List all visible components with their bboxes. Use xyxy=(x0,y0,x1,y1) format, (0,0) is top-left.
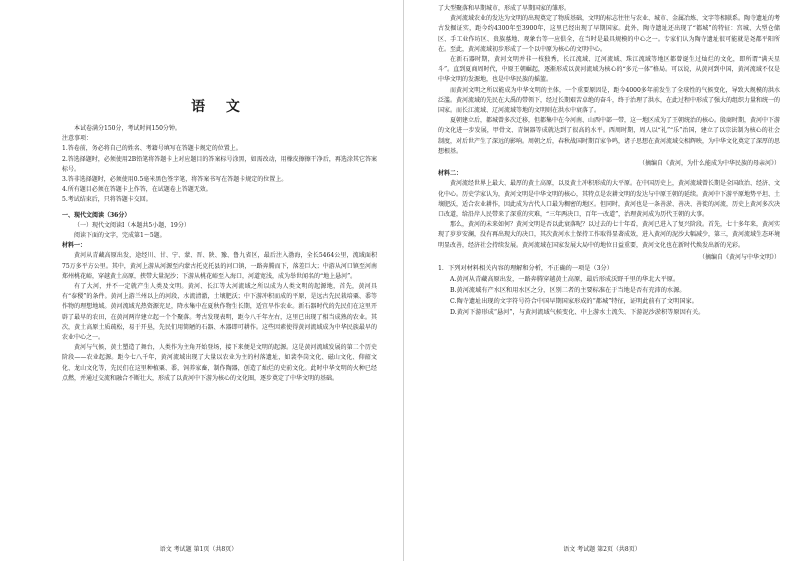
source-citation: （摘编自《黄河与中华文明》） xyxy=(698,253,780,261)
intro-line: 本试卷满分150分，考试时间150分钟。 xyxy=(74,125,181,132)
body-paragraph: 黄河与气候，黄土塑造了舞台，人类作为主角开始登场，接下来便是文明的起源。这是黄河流域发展的第二个历史阶段——农业起源。距今七八千年，黄河流域出现了大量以农业为主的村落遗址，如裴李岗文化、磁山文化、仰韶文化、龙山文化等，先民们在这里种植粟、黍，饲养家畜，制作陶器，创造了灿烂的史前文化。此时中华文明的火种已经点燃，并通过交流和融合不断壮大，形成了以黄河中下游为核心的文化圈，逐步奠定了中华文明的基础。 xyxy=(62,344,377,382)
intro-line: 5.考试结束后，只将答题卡交回。 xyxy=(62,196,152,204)
question-option-b: B.黄河流域有产水区和用水区之分，区别二者的主要标准在于当地是否有充沛的水源。 xyxy=(450,287,686,295)
body-paragraph: 黄河从青藏高原出发，途经川、甘、宁、蒙、晋、陕、豫、鲁九省区，最后注入渤海，全长5464公里，流域面积75万多平方公里。其中，黄河上游从河源至内蒙古托克托县的河口镇，一路奔腾而下，落差巨大；中游从河口镇至河南郑州桃花峪，穿越黄土高原，挟带大量泥沙；下游从桃花峪至入海口，河道宽浅，成为举世闻名的“地上悬河”。 xyxy=(62,252,377,280)
material-label: 材料二： xyxy=(438,170,463,178)
page-right xyxy=(410,0,794,561)
instruction-text: 阅读下面的文字，完成第1～5题。 xyxy=(74,232,166,240)
page-footer: 语文 考试题 第1页（共8页） xyxy=(159,546,238,553)
section-heading: 一、现代文阅读（36分） xyxy=(62,211,131,219)
intro-line: 4.所有题目必须在答题卡上作答，在试题卷上答题无效。 xyxy=(62,186,212,194)
page-title: 语 文 xyxy=(191,99,248,115)
body-paragraph: 了大型聚落和早期城市，形成了早期国家的雏形。 xyxy=(438,5,571,12)
material-label: 材料一： xyxy=(62,242,87,250)
body-paragraph: 夏朝建立后，都城曾多次迁移，但都集中在今河南、山西中部一带，这一地区成为了王朝统治的核心。殷商时期，黄河中下游的文化进一步发展，甲骨文、青铜器等成就达到了很高的水平。西周时期，周人以“礼”“乐”治国，建立了以宗法制为核心的社会制度，对后世产生了深远的影响。周朝之后，春秋战国时期百家争鸣，诸子思想在黄河流域交相辉映，为中华文化奠定了深厚的思想根基。 xyxy=(438,117,781,155)
body-paragraph: 有了大河，并不一定就产生人类及文明。黄河、长江等大河流域之所以成为人类文明的起源地，首先，黄河具有“泰稷”的条件。黄河上游兰州以上的河段，水流清澈，土壤肥沃；中下游冲积而成的平原，是远古先民栽培粟、黍等作物的理想地域。黄河流域光热资源充足，降水集中在夏秋作物生长期，适宜旱作农业。新石器时代的先民们在这里开辟了最早的农田，在黄河两岸建立起一个个聚落。考古发现表明，距今八千年左右，这里已出现了相当成熟的农业。其次，黄土高原土质疏松，易于开垦，先民们用简陋的石器、木器即可耕作。这些因素使得黄河流域成为中华民族最早的农业中心之一。 xyxy=(62,283,377,342)
intro-line: 注意事项： xyxy=(62,135,93,143)
question-option-a: A.黄河从青藏高原出发，一路奔腾穿越黄土高原，最后形成沃野千里的华北大平原。 xyxy=(450,276,680,284)
body-paragraph: 而黄河文明之所以能成为中华文明的主体，一个重要原因是，距今4000多年前发生了全球性的气候变化，导致大规模的洪水泛滥。黄河流域的先民在大禹的带领下，经过长期艰苦卓绝的奋斗，终于治理了洪水，在此过程中形成了强大的组织力量和统一的国家。而长江流域、辽河流域等地的文明则在洪水中衰落了。 xyxy=(438,86,781,115)
body-paragraph: 黄河流经世界上最大、最厚的黄土高原，以及黄土冲积形成的大平原。在中国历史上，黄河流域曾长期是全国政治、经济、文化中心。历史学家认为，黄河文明是中华文明的核心，其特点是农耕文明的发达与中原王朝的延续。黄河中下游平原地势平坦、土壤肥沃，适合农业耕作，因此成为古代人口最为稠密的地区。但同时，黄河也是一条善淤、善决、善徙的河流，历史上黄河多次决口改道，给沿岸人民带来了深重的灾难，“三年两决口，百年一改道”，治理黄河成为历代王朝的大事。 xyxy=(438,180,781,219)
question-option-d: D.黄河下游形成“悬河”，与黄河流域气候变化、中上游水土流失、下游泥沙淤积等原因有关。 xyxy=(450,309,705,317)
source-citation: （摘编自《黄河，为什么能成为中华民族的母亲河》） xyxy=(638,160,780,168)
intro-line: 2.答选择题时，必须使用2B铅笔将答题卡上对应题目的答案标号涂黑，如需改动，用橡皮擦擦干净后，再选涂其它答案标号。 xyxy=(62,155,377,173)
body-paragraph: 那么，黄河的未来如何？黄河文明是否以此衰落呢？以过去的七十年看，黄河已进入了复兴阶段。首先，七十多年来，黄河实现了岁岁安澜，没有再出现大的决口，其次黄河水土保持工作取得显著成效，进入黄河的泥沙大幅减少，第三，黄河流域生态环境明显改善，经济社会持续发展。黄河流域在国家发展大局中的地位日益重要，黄河文化也在新时代焕发出新的光彩。 xyxy=(438,221,781,249)
subsection-heading: （一）现代文阅读Ⅰ（本题共5小题，19分） xyxy=(74,221,190,229)
question-stem: 1．下列对材料相关内容的理解和分析，不正确的一项是（3分） xyxy=(438,265,613,273)
page-footer: 语文 考试题 第2页（共8页） xyxy=(563,546,641,553)
intro-line: 3.答非选择题时，必须使用0.5毫米黑色签字笔，将答案书写在答题卡规定的位置上。 xyxy=(62,176,288,184)
body-paragraph: 在新石器时期，黄河文明并非一枝独秀，长江流域、辽河流域、珠江流域等地区都曾诞生过灿烂的文化，即所谓“满天星斗”。直到夏商周时代，中原王朝崛起，逐渐形成以黄河流域为核心的“多元一体”格局。可以说，从黄河到中国，黄河流域不仅是中华文明的发源地，也是中华民族的摇篮。 xyxy=(438,56,780,84)
intro-line: 1.答卷前，务必将自己的姓名、考籍号填写在答题卡规定的位置上。 xyxy=(62,145,242,153)
body-paragraph: 黄河流域农业的发达为文明的出现奠定了物质基础，文明的标志往往与农业、城市、金属冶炼、文字等相联系。陶寺遗址的考古发掘证实，距今约4300年至3900年，这里已经出现了早期国家。此外，陶寺遗址还出现了“都城”的特征：宫城、大型仓储区、手工业作坊区、贵族墓地、观象台等一应俱全，在当时是最具规模的中心之一。专家们认为陶寺遗址很可能就是尧都平阳所在。至此，黄河流域初步形成了一个以中原为核心的文明中心。 xyxy=(438,15,781,53)
question-option-c: C.陶寺遗址出现的文字符号符合中国早期国家形成的“都城”特征，证明此前有了文明国家。 xyxy=(450,298,698,306)
page-divider xyxy=(403,0,404,561)
